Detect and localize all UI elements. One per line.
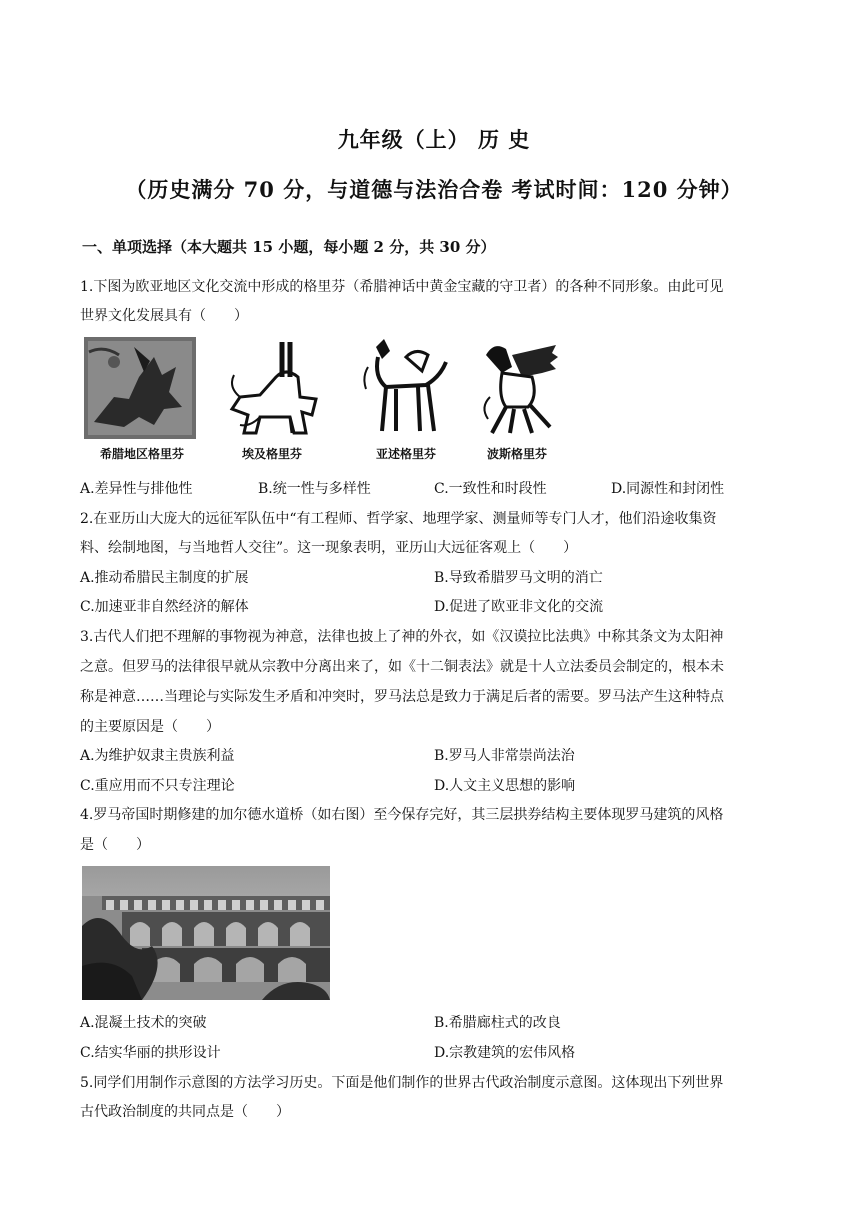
q4-option-b[interactable]: B.希腊廊柱式的改良 (434, 1015, 561, 1031)
question-4-line-1: 4.罗马帝国时期修建的加尔德水道桥（如右图）至今保存完好，其三层拱券结构主要体现罗马建筑的风格 (80, 807, 724, 823)
question-1-line-1: 1.下图为欧亚地区文化交流中形成的格里芬（希腊神话中黄金宝藏的守卫者）的各种不同形象。由此可见 (80, 279, 724, 295)
egyptian-griffin-image (220, 337, 324, 439)
q4-option-a[interactable]: A.混凝土技术的突破 (80, 1015, 207, 1031)
q1-option-a[interactable]: A.差异性与排他性 (80, 481, 193, 497)
q1-option-c[interactable]: C.一致性和时段性 (434, 481, 547, 497)
q4-option-d[interactable]: D.宗教建筑的宏伟风格 (434, 1045, 576, 1061)
question-5-line-2: 古代政治制度的共同点是（ ） (80, 1104, 290, 1120)
assyrian-griffin-caption: 亚述格里芬 (375, 447, 436, 461)
exam-title: 九年级（上） 历 史 (337, 127, 531, 152)
question-3-line-4: 的主要原因是（ ） (80, 719, 220, 735)
question-2-line-1: 2.在亚历山大庞大的远征军队伍中“有工程师、哲学家、地理学家、测量师等专门人才，他们沿途收集资 (80, 511, 717, 527)
q2-option-a[interactable]: A.推动希腊民主制度的扩展 (80, 570, 249, 586)
q2-option-c[interactable]: C.加速亚非自然经济的解体 (80, 599, 249, 615)
q2-option-d[interactable]: D.促进了欧亚非文化的交流 (434, 599, 604, 615)
persian-griffin-image (472, 337, 562, 439)
egyptian-griffin-caption: 埃及格里芬 (241, 447, 302, 461)
question-1-line-2: 世界文化发展具有（ ） (80, 308, 248, 324)
q3-option-b[interactable]: B.罗马人非常崇尚法治 (434, 748, 575, 764)
greek-griffin-image (84, 337, 196, 439)
aqueduct-photo (82, 866, 330, 1000)
section-heading: 一、单项选择（本大题共 15 小题，每小题 2 分，共 30 分） (82, 238, 496, 256)
exam-subtitle: （历史满分 70 分，与道德与法治合卷 考试时间：120 分钟） (125, 177, 743, 202)
q3-option-d[interactable]: D.人文主义思想的影响 (434, 778, 576, 794)
greek-griffin-caption: 希腊地区格里芬 (99, 447, 184, 461)
assyrian-griffin-image (356, 337, 456, 439)
question-3-line-1: 3.古代人们把不理解的事物视为神意，法律也披上了神的外衣，如《汉谟拉比法典》中称其条文为太阳神 (80, 629, 724, 645)
q1-option-d[interactable]: D.同源性和封闭性 (611, 481, 725, 497)
q2-option-b[interactable]: B.导致希腊罗马文明的消亡 (434, 570, 603, 586)
q3-option-c[interactable]: C.重应用而不只专注理论 (80, 778, 235, 794)
q1-option-b[interactable]: B.统一性与多样性 (258, 481, 371, 497)
question-2-line-2: 料、绘制地图，与当地哲人交往”。这一现象表明，亚历山大远征客观上（ ） (80, 540, 578, 556)
question-4-line-2: 是（ ） (80, 837, 150, 853)
q4-option-c[interactable]: C.结实华丽的拱形设计 (80, 1045, 221, 1061)
question-5-line-1: 5.同学们用制作示意图的方法学习历史。下面是他们制作的世界古代政治制度示意图。这体现出下列世界 (80, 1075, 724, 1091)
question-3-line-2: 之意。但罗马的法律很早就从宗教中分离出来了，如《十二铜表法》就是十人立法委员会制定的，根本未 (80, 659, 724, 675)
persian-griffin-caption: 波斯格里芬 (486, 447, 547, 461)
q3-option-a[interactable]: A.为维护奴隶主贵族利益 (80, 748, 235, 764)
question-3-line-3: 称是神意……当理论与实际发生矛盾和冲突时，罗马法总是致力于满足后者的需要。罗马法产生这种特点 (80, 689, 724, 705)
